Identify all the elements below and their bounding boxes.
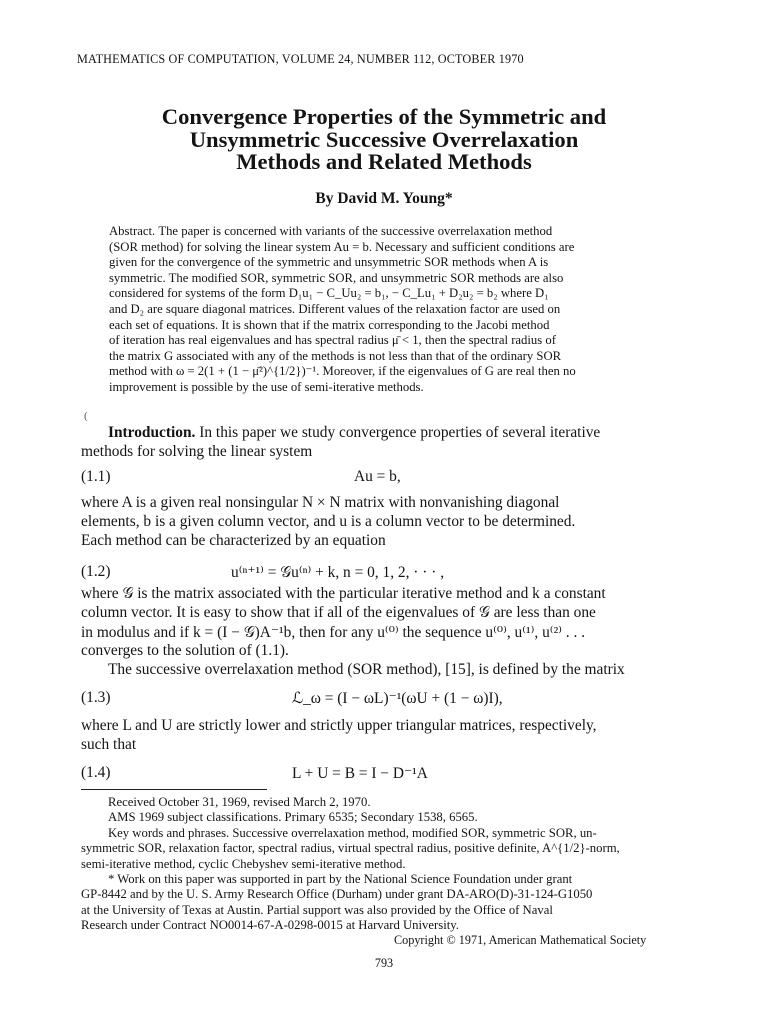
page-number: 793	[374, 956, 394, 970]
title-line: Convergence Properties of the Symmetric and	[161, 104, 607, 129]
paragraph-line: converges to the solution of (1.1).	[81, 642, 289, 659]
paragraph-line: where L and U are strictly lower and strictly upper triangular matrices, respectively,	[81, 717, 597, 734]
abstract-line: symmetric. The modified SOR, symmetric SOR, and unsymmetric SOR methods are also	[109, 270, 564, 285]
paragraph-line: where A is a given real nonsingular N × N matrix with nonvanishing diagonal	[81, 494, 560, 511]
abstract-line: of iteration has real eigenvalues and has spectral radius μ̄ < 1, then the spectral radius of	[109, 333, 556, 348]
abstract-line: given for the convergence of the symmetric and unsymmetric SOR methods when A is	[109, 255, 549, 270]
footnote-support: Research under Contract NO0014-67-A-0298-0015 at Harvard University.	[81, 918, 459, 933]
copyright-notice: Copyright © 1971, American Mathematical Society	[394, 933, 647, 947]
abstract-line: (SOR method) for solving the linear system Au = b. Necessary and sufficient conditions are	[109, 239, 575, 254]
title-line: Unsymmetric Successive Overrelaxation	[189, 126, 579, 152]
equation-body: ℒ_ω = (I − ωL)⁻¹(ωU + (1 − ω)I),	[292, 690, 503, 707]
paragraph-line: such that	[81, 736, 137, 753]
paragraph-line	[81, 661, 689, 679]
footnote-support: * Work on this paper was supported in part by the National Science Foundation under grant	[108, 871, 573, 886]
equation-body: u⁽ⁿ⁺¹⁾ = 𝒢u⁽ⁿ⁾ + k, n = 0, 1, 2, · · · ,	[231, 564, 445, 581]
abstract-line: the matrix G associated with any of the methods is not less than that of the ordinary SOR	[109, 348, 562, 363]
body-text	[81, 0, 689, 790]
paragraph-line: Each method can be characterized by an equation	[81, 532, 386, 549]
footnote-keywords: Key words and phrases. Successive overrelaxation method, modified SOR, symmetric SOR, un-	[108, 825, 597, 840]
author-byline: By David M. Young*	[315, 190, 453, 207]
equation-1-2	[81, 563, 689, 583]
equation-number: (1.3)	[81, 689, 111, 706]
intro-line	[81, 424, 689, 442]
footnote-received: Received October 31, 1969, revised March 2, 1970.	[108, 795, 371, 809]
paragraph-line: where 𝒢 is the matrix associated with the particular iterative method and k a constant	[81, 585, 606, 602]
abstract-line: and D₂ are square diagonal matrices. Different values of the relaxation factor are used on	[109, 301, 561, 316]
footnote-divider	[81, 789, 267, 790]
footnote-support: at the University of Texas at Austin. Partial support was also provided by the Office of Naval	[81, 902, 553, 917]
abstract-line: method with ω = 2(1 + (1 − μ̄²)^{1/2})⁻¹. Moreover, if the eigenvalues of G are real then no	[109, 364, 576, 379]
intro-heading: Introduction.	[108, 424, 196, 441]
footnote-ams: AMS 1969 subject classifications. Primary 6535; Secondary 1538, 6565.	[108, 810, 478, 825]
intro-text: In this paper we study convergence properties of several iterative	[199, 424, 601, 441]
title-line: Methods and Related Methods	[236, 149, 532, 175]
equation-1-3	[81, 689, 689, 709]
footnote-support: GP-8442 and by the U. S. Army Research Office (Durham) under grant DA-ARO(D)-31-124-G1050	[81, 887, 593, 902]
intro-line: methods for solving the linear system	[81, 443, 313, 460]
paragraph-line: in modulus and if k = (I − 𝒢)A⁻¹b, then for any u⁽⁰⁾ the sequence u⁽⁰⁾, u⁽¹⁾, u⁽²⁾ . . .	[81, 624, 586, 641]
footnotes	[81, 795, 689, 934]
equation-number: (1.4)	[81, 764, 111, 781]
footnote-keywords: symmetric SOR, relaxation factor, spectral radius, virtual spectral radius, positive definite, A^{1/2}-norm,	[81, 841, 620, 856]
equation-1-1	[81, 468, 689, 488]
footnote-keywords: semi-iterative method, cyclic Chebyshev semi-iterative method.	[81, 856, 406, 871]
equation-1-4	[81, 764, 689, 784]
equation-body: L + U = B = I − D⁻¹A	[292, 765, 428, 782]
equation-number: (1.1)	[81, 468, 111, 485]
equation-number: (1.2)	[81, 563, 111, 580]
paragraph-line: elements, b is a given column vector, and u is a column vector to be determined.	[81, 513, 576, 530]
abstract-label: Abstract.	[109, 224, 156, 238]
abstract-line: improvement is possible by the use of semi-iterative methods.	[109, 379, 424, 394]
sor-paragraph: The successive overrelaxation method (SOR method), [15], is defined by the matrix	[108, 661, 625, 678]
abstract-line: considered for systems of the form D₁u₁ − C_Uu₂ = b₁, − C_Lu₁ + D₂u₂ = b₂ where D₁	[109, 286, 549, 301]
stray-mark: (	[84, 410, 88, 422]
journal-header: MATHEMATICS OF COMPUTATION, VOLUME 24, NUMBER 112, OCTOBER 1970	[77, 52, 524, 66]
paragraph-line: column vector. It is easy to show that if all of the eigenvalues of 𝒢 are less than one	[81, 604, 596, 621]
abstract-text: The paper is concerned with variants of the successive overrelaxation method	[158, 224, 553, 238]
equation-body: Au = b,	[354, 468, 401, 485]
abstract-line: each set of equations. It is shown that if the matrix corresponding to the Jacobi method	[109, 317, 550, 332]
